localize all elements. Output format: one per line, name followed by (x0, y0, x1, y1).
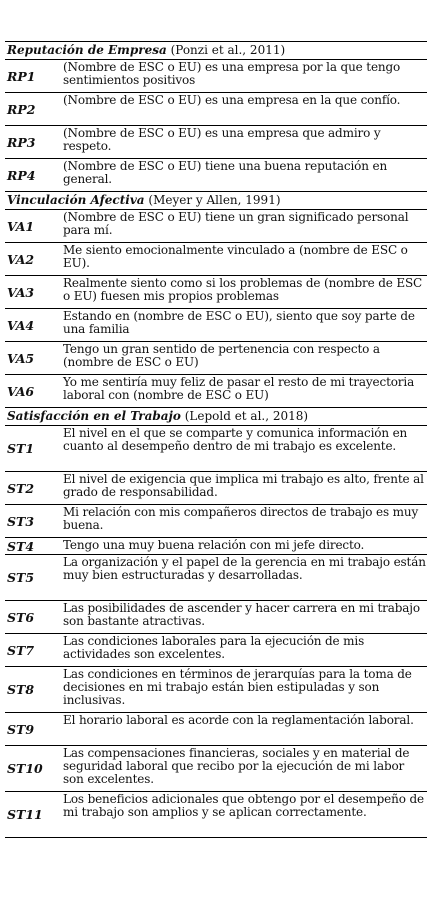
item-code: ST1 (7, 441, 35, 456)
section-name: Satisfacción en el Trabajo (7, 409, 181, 423)
item-code: ST6 (7, 609, 35, 625)
item-text: (Nombre de ESC o EU) es una empresa por la que tengo sentimientos positivos (63, 60, 401, 87)
item-code: VA5 (7, 350, 35, 366)
table-row (5, 276, 427, 309)
item-text: Yo me sentiría muy feliz de pasar el resto de mi trayectoria laboral con (nombre de ESC o EU) (63, 375, 415, 402)
item-text: Realmente siento como si los problemas de (nombre de ESC o EU) fuesen mis propios problemas (63, 276, 423, 303)
item-text: El nivel de exigencia que implica mi trabajo es alto, frente al grado de responsabilidad. (63, 472, 424, 499)
item-text: Las posibilidades de ascender y hacer carrera en mi trabajo son bastante atractivas. (63, 601, 420, 628)
section-name: Vinculación Afectiva (7, 193, 145, 207)
item-text: Las compensaciones financieras, sociales y en material de seguridad laboral que recibo por la ejecución de mi labor son excelentes. (63, 746, 410, 786)
item-text: (Nombre de ESC o EU) es una empresa que admiro y respeto. (63, 126, 381, 153)
item-code: RP2 (7, 101, 36, 117)
item-code: ST2 (7, 480, 35, 496)
section-citation: (Meyer y Allen, 1991) (144, 193, 281, 207)
section-header (5, 408, 427, 426)
section-citation: (Lepold et al., 2018) (180, 409, 309, 423)
table-row (5, 792, 427, 838)
item-code: ST7 (7, 642, 35, 658)
table-row (5, 126, 427, 159)
scale-items-table (5, 41, 427, 838)
item-code: ST9 (7, 721, 35, 737)
item-text: Mi relación con mis compañeros directos de trabajo es muy buena. (63, 505, 419, 532)
section-name: Reputación de Empresa (7, 43, 167, 57)
item-code: VA3 (7, 284, 35, 300)
table-row (5, 426, 427, 472)
table-row (5, 601, 427, 634)
item-code: VA6 (7, 383, 35, 399)
section-header (5, 42, 427, 60)
table-row (5, 538, 427, 555)
item-text: Los beneficios adicionales que obtengo por el desempeño de mi trabajo son amplios y se aplican correctamente. (63, 792, 424, 819)
item-text: El nivel en el que se comparte y comunica información en cuanto al desempeño dentro de mi trabajo es excelente. (63, 426, 408, 453)
table-row (5, 713, 427, 746)
item-code: RP4 (7, 167, 36, 183)
item-text: Las condiciones en términos de jerarquías para la toma de decisiones en mi trabajo están bien estipuladas y son inclusivas. (63, 667, 412, 707)
item-text: Tengo un gran sentido de pertenencia con respecto a (nombre de ESC o EU) (63, 342, 380, 369)
section-header (5, 192, 427, 210)
table-row (5, 210, 427, 243)
table-row (5, 505, 427, 538)
table-row (5, 309, 427, 342)
item-code: ST3 (7, 513, 35, 529)
item-code: RP3 (7, 134, 36, 150)
item-text: Estando en (nombre de ESC o EU), siento que soy parte de una familia (63, 309, 415, 336)
table-row (5, 243, 427, 276)
item-code: VA1 (7, 218, 35, 234)
item-code: ST4 (7, 538, 35, 554)
section-citation: (Ponzi et al., 2011) (166, 43, 286, 57)
table-row (5, 93, 427, 126)
table-row (5, 60, 427, 93)
item-text: (Nombre de ESC o EU) es una empresa en la que confío. (63, 93, 401, 107)
item-text: Las condiciones laborales para la ejecución de mis actividades son excelentes. (63, 634, 365, 661)
item-code: RP1 (7, 68, 36, 84)
item-text: Me siento emocionalmente vinculado a (nombre de ESC o EU). (63, 243, 408, 270)
item-text: El horario laboral es acorde con la reglamentación laboral. (63, 713, 414, 727)
item-code: ST10 (7, 761, 43, 776)
item-text: Tengo una muy buena relación con mi jefe directo. (63, 538, 365, 552)
item-code: ST8 (7, 682, 35, 697)
item-code: ST11 (7, 807, 43, 822)
item-code: VA2 (7, 251, 35, 267)
item-text: (Nombre de ESC o EU) tiene un gran significado personal para mí. (63, 210, 409, 237)
table-row (5, 375, 427, 408)
table-row (5, 555, 427, 601)
table-row (5, 667, 427, 713)
table-row (5, 746, 427, 792)
item-text: (Nombre de ESC o EU) tiene una buena reputación en general. (63, 159, 388, 186)
table-row (5, 159, 427, 192)
table-row (5, 342, 427, 375)
item-code: ST5 (7, 570, 35, 585)
item-code: VA4 (7, 317, 35, 333)
table-row (5, 634, 427, 667)
item-text: La organización y el papel de la gerencia en mi trabajo están muy bien estructuradas y desarrolladas. (63, 555, 426, 582)
table-row (5, 472, 427, 505)
